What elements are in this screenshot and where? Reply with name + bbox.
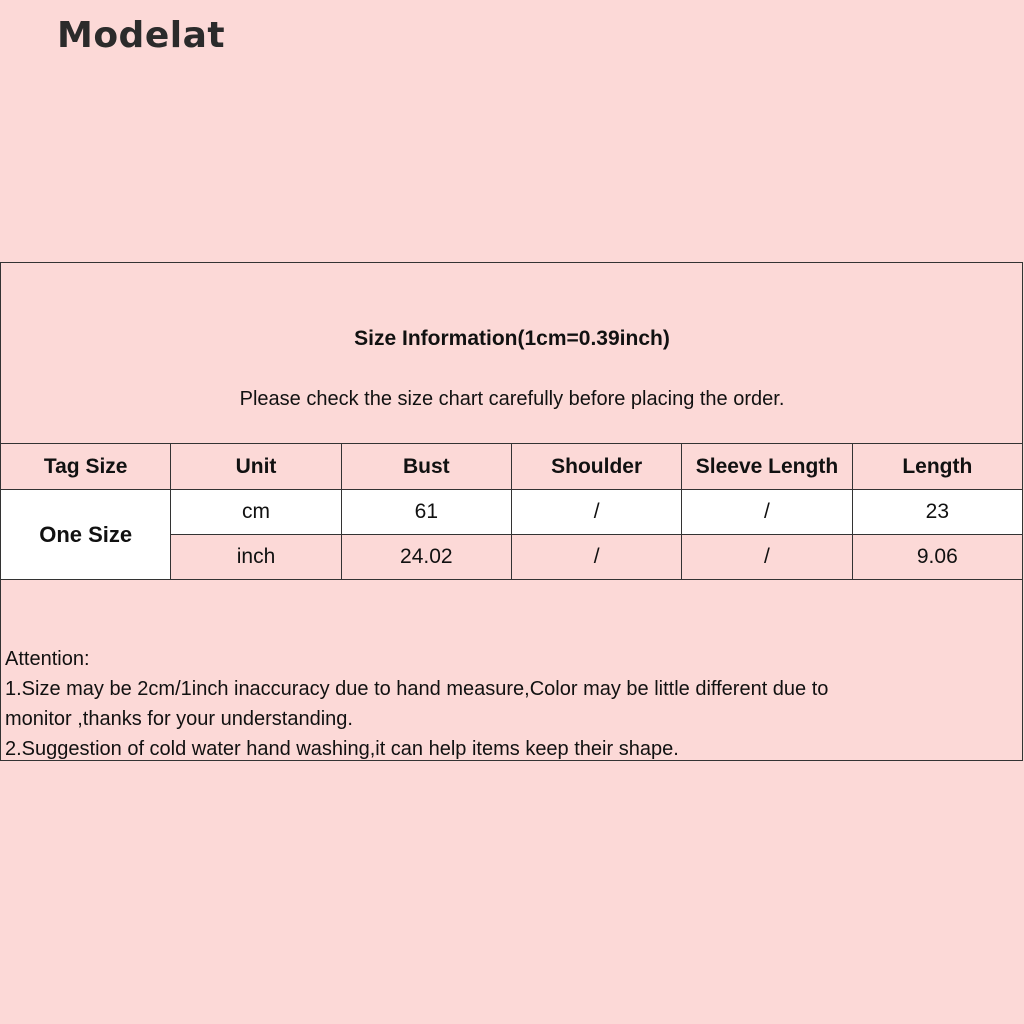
- notes-line-1: 1.Size may be 2cm/1inch inaccuracy due to hand measure,Color may be little different due to: [5, 678, 829, 700]
- shoulder-cell: /: [511, 535, 681, 580]
- brand-logo-text: Modelat: [57, 15, 226, 56]
- header-bust: Bust: [341, 444, 511, 490]
- length-cell: 9.06: [852, 535, 1022, 580]
- notes-line-3: 2.Suggestion of cold water hand washing,it can help items keep their shape.: [5, 738, 679, 760]
- header-sleeve-length: Sleeve Length: [682, 444, 852, 490]
- unit-cell: inch: [171, 535, 341, 580]
- header-length: Length: [852, 444, 1022, 490]
- sleeve-length-cell: /: [682, 535, 852, 580]
- header-shoulder: Shoulder: [511, 444, 681, 490]
- notes-line-2: monitor ,thanks for your understanding.: [5, 708, 353, 730]
- unit-cell: cm: [171, 490, 341, 535]
- bust-cell: 61: [341, 490, 511, 535]
- length-cell: 23: [852, 490, 1022, 535]
- header-unit: Unit: [171, 444, 341, 490]
- size-table: [0, 443, 1023, 580]
- tag-size-cell: One Size: [1, 490, 171, 580]
- table-row: [1, 490, 1023, 535]
- table-header-row: [1, 444, 1023, 490]
- bust-cell: 24.02: [341, 535, 511, 580]
- chart-subtitle: Please check the size chart carefully before placing the order.: [239, 388, 785, 410]
- notes-heading: Attention:: [5, 648, 90, 670]
- chart-title: Size Information(1cm=0.39inch): [354, 327, 670, 350]
- shoulder-cell: /: [511, 490, 681, 535]
- sleeve-length-cell: /: [682, 490, 852, 535]
- attention-notes: [5, 644, 1015, 764]
- header-tag-size: Tag Size: [1, 444, 171, 490]
